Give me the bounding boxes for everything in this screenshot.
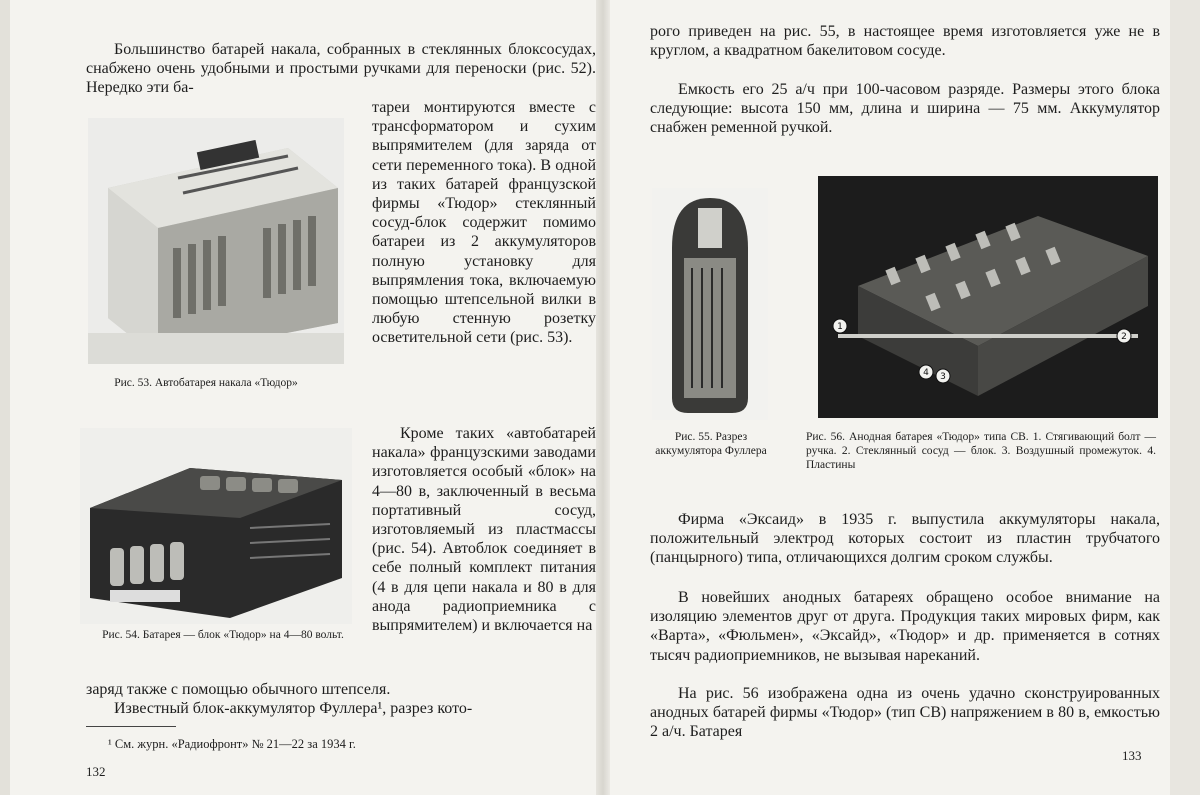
- right-page-edge: [1170, 0, 1200, 795]
- right-page-number: 133: [1122, 748, 1142, 763]
- figure-54-photo: [80, 428, 352, 624]
- figure-55-caption: Рис. 55. Разрез аккумулятора Фуллера: [655, 431, 767, 457]
- left-para2-column: Кроме таких «автобатарей накала» французскими заводами изготовляется особый «блок» на 4—80 в, заключенный в весьма портативный сосуд, изготовляемый из пластмассы (рис. 54). Автоблок соединяет в себе полный комплект питания (4 в для цепи накала и 80 в для анода радиоприемника с выпрямителем) и включается на: [372, 425, 596, 635]
- figure-56-label-3: 3: [940, 372, 946, 382]
- figure-56-label-2: 2: [1121, 332, 1127, 342]
- right-para3: Фирма «Эксаид» в 1935 г. выпустила аккумуляторы накала, положительный электрод которых состоит из пластин трубчатого (панцырного) типа, отличающихся долгим сроком службы.: [650, 511, 1160, 567]
- footnote-rule: [86, 726, 176, 727]
- figure-53-photo: [88, 118, 344, 364]
- left-para1-top: Большинство батарей накала, собранных в стеклянных блоксосудах, снабжено очень удобными и простыми ручками для переноски (рис. 52). Нередко эти ба-: [86, 41, 596, 97]
- book-gutter: [596, 0, 610, 795]
- figure-56-photo: [818, 176, 1158, 418]
- left-para3: Известный блок-аккумулятор Фуллера¹, разрез кото-: [114, 700, 473, 717]
- figure-54-caption: Рис. 54. Батарея — блок «Тюдор» на 4—80 вольт.: [102, 629, 344, 641]
- figure-56-label-4: 4: [923, 368, 929, 378]
- left-para2-tail: заряд также с помощью обычного штепселя.: [86, 681, 391, 698]
- left-page-edge: [0, 0, 10, 795]
- right-para5: На рис. 56 изображена одна из очень удачно сконструированных анодных батарей фирмы «Тюдор» (тип СВ) напряжением в 80 в, емкостью 2 а/ч. Батарея: [650, 685, 1160, 741]
- right-para4: В новейших анодных батареях обращено особое внимание на изоляцию элементов друг от друга. Продукция таких мировых фирм, как «Варта», «Фюльмен», «Эксайд», «Тюдор» и др. применяется в сотнях тысяч радиоприемников, не вызывая нареканий.: [650, 589, 1160, 664]
- left-para1-column: тареи монтируются вместе с трансформатором и сухим выпрямителем (для заряда от сети переменного тока). В одной из таких батарей французской фирмы «Тюдор» стеклянный сосуд-блок содержит помимо батареи из 2 аккумуляторов полную установку для выпрямления тока, включаемую помощью штепсельной вилки в любую стенную розетку осветительной сети (рис. 53).: [372, 99, 596, 347]
- left-footnote: ¹ См. журн. «Радиофронт» № 21—22 за 1934 г.: [108, 737, 356, 751]
- figure-56-caption: Рис. 56. Анодная батарея «Тюдор» типа СВ. 1. Стягивающий болт — ручка. 2. Стеклянный сосуд — блок. 3. Воздушный промежуток. 4. Пластины: [806, 431, 1156, 471]
- figure-53-caption: Рис. 53. Автобатарея накала «Тюдор»: [114, 377, 298, 389]
- right-para2: Емкость его 25 а/ч при 100-часовом разряде. Размеры этого блока следующие: высота 150 мм, длина и ширина — 75 мм. Аккумулятор снабжен ременной ручкой.: [650, 81, 1160, 137]
- left-page-number: 132: [86, 764, 106, 779]
- figure-55-photo: [652, 188, 768, 420]
- figure-56-label-1: 1: [837, 322, 843, 332]
- right-para1: рого приведен на рис. 55, в настоящее время изготовляется уже не в круглом, а квадратном бакелитовом сосуде.: [650, 23, 1160, 60]
